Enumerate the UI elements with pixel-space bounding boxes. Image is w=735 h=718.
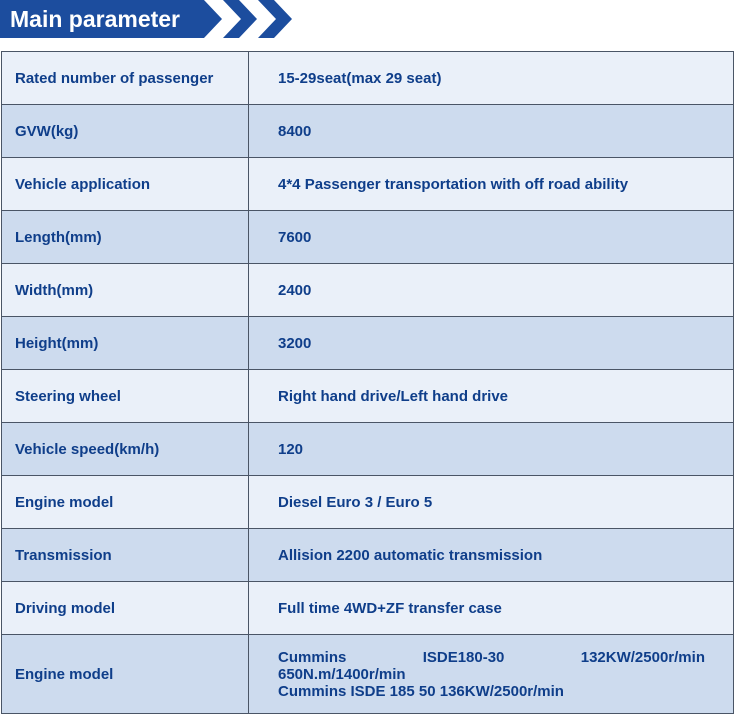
param-label: Engine model	[2, 635, 249, 714]
param-label: Steering wheel	[2, 370, 249, 423]
param-value: 120	[249, 423, 734, 476]
engine-alt-spec: Cummins ISDE 185 50 136KW/2500r/min	[278, 682, 564, 700]
param-label: Vehicle speed(km/h)	[2, 423, 249, 476]
page-title: Main parameter	[10, 6, 181, 32]
chevron-right-icon	[256, 0, 292, 38]
table-row	[2, 105, 734, 158]
table-row	[2, 529, 734, 582]
param-label: GVW(kg)	[2, 105, 249, 158]
engine-torque: 650N.m/1400r/min	[278, 665, 406, 683]
param-value: 15-29seat(max 29 seat)	[249, 52, 734, 105]
param-label: Rated number of passenger	[2, 52, 249, 105]
table-row	[2, 211, 734, 264]
engine-brand: Cummins	[278, 648, 347, 666]
param-label: Height(mm)	[2, 317, 249, 370]
param-value: 8400	[249, 105, 734, 158]
chevron-right-icon	[221, 0, 257, 38]
parameter-table	[1, 51, 734, 714]
param-value: 3200	[249, 317, 734, 370]
engine-spec-line	[278, 649, 705, 666]
param-value: Allision 2200 automatic transmission	[249, 529, 734, 582]
table-row	[2, 317, 734, 370]
engine-power: 132KW/2500r/min	[580, 648, 705, 666]
table-row	[2, 370, 734, 423]
param-label: Width(mm)	[2, 264, 249, 317]
param-value	[249, 635, 734, 714]
table-row	[2, 52, 734, 105]
param-label: Driving model	[2, 582, 249, 635]
engine-model: ISDE180-30	[422, 648, 505, 666]
param-value: 7600	[249, 211, 734, 264]
param-value: 4*4 Passenger transportation with off road ability	[249, 158, 734, 211]
param-value: Right hand drive/Left hand drive	[249, 370, 734, 423]
param-label: Transmission	[2, 529, 249, 582]
table-row	[2, 264, 734, 317]
param-value: 2400	[249, 264, 734, 317]
section-header	[0, 0, 735, 44]
table-row	[2, 635, 734, 714]
table-row	[2, 476, 734, 529]
table-row	[2, 582, 734, 635]
param-value: Diesel Euro 3 / Euro 5	[249, 476, 734, 529]
param-value: Full time 4WD+ZF transfer case	[249, 582, 734, 635]
param-label: Vehicle application	[2, 158, 249, 211]
param-label: Length(mm)	[2, 211, 249, 264]
table-row	[2, 423, 734, 476]
param-label: Engine model	[2, 476, 249, 529]
table-row	[2, 158, 734, 211]
